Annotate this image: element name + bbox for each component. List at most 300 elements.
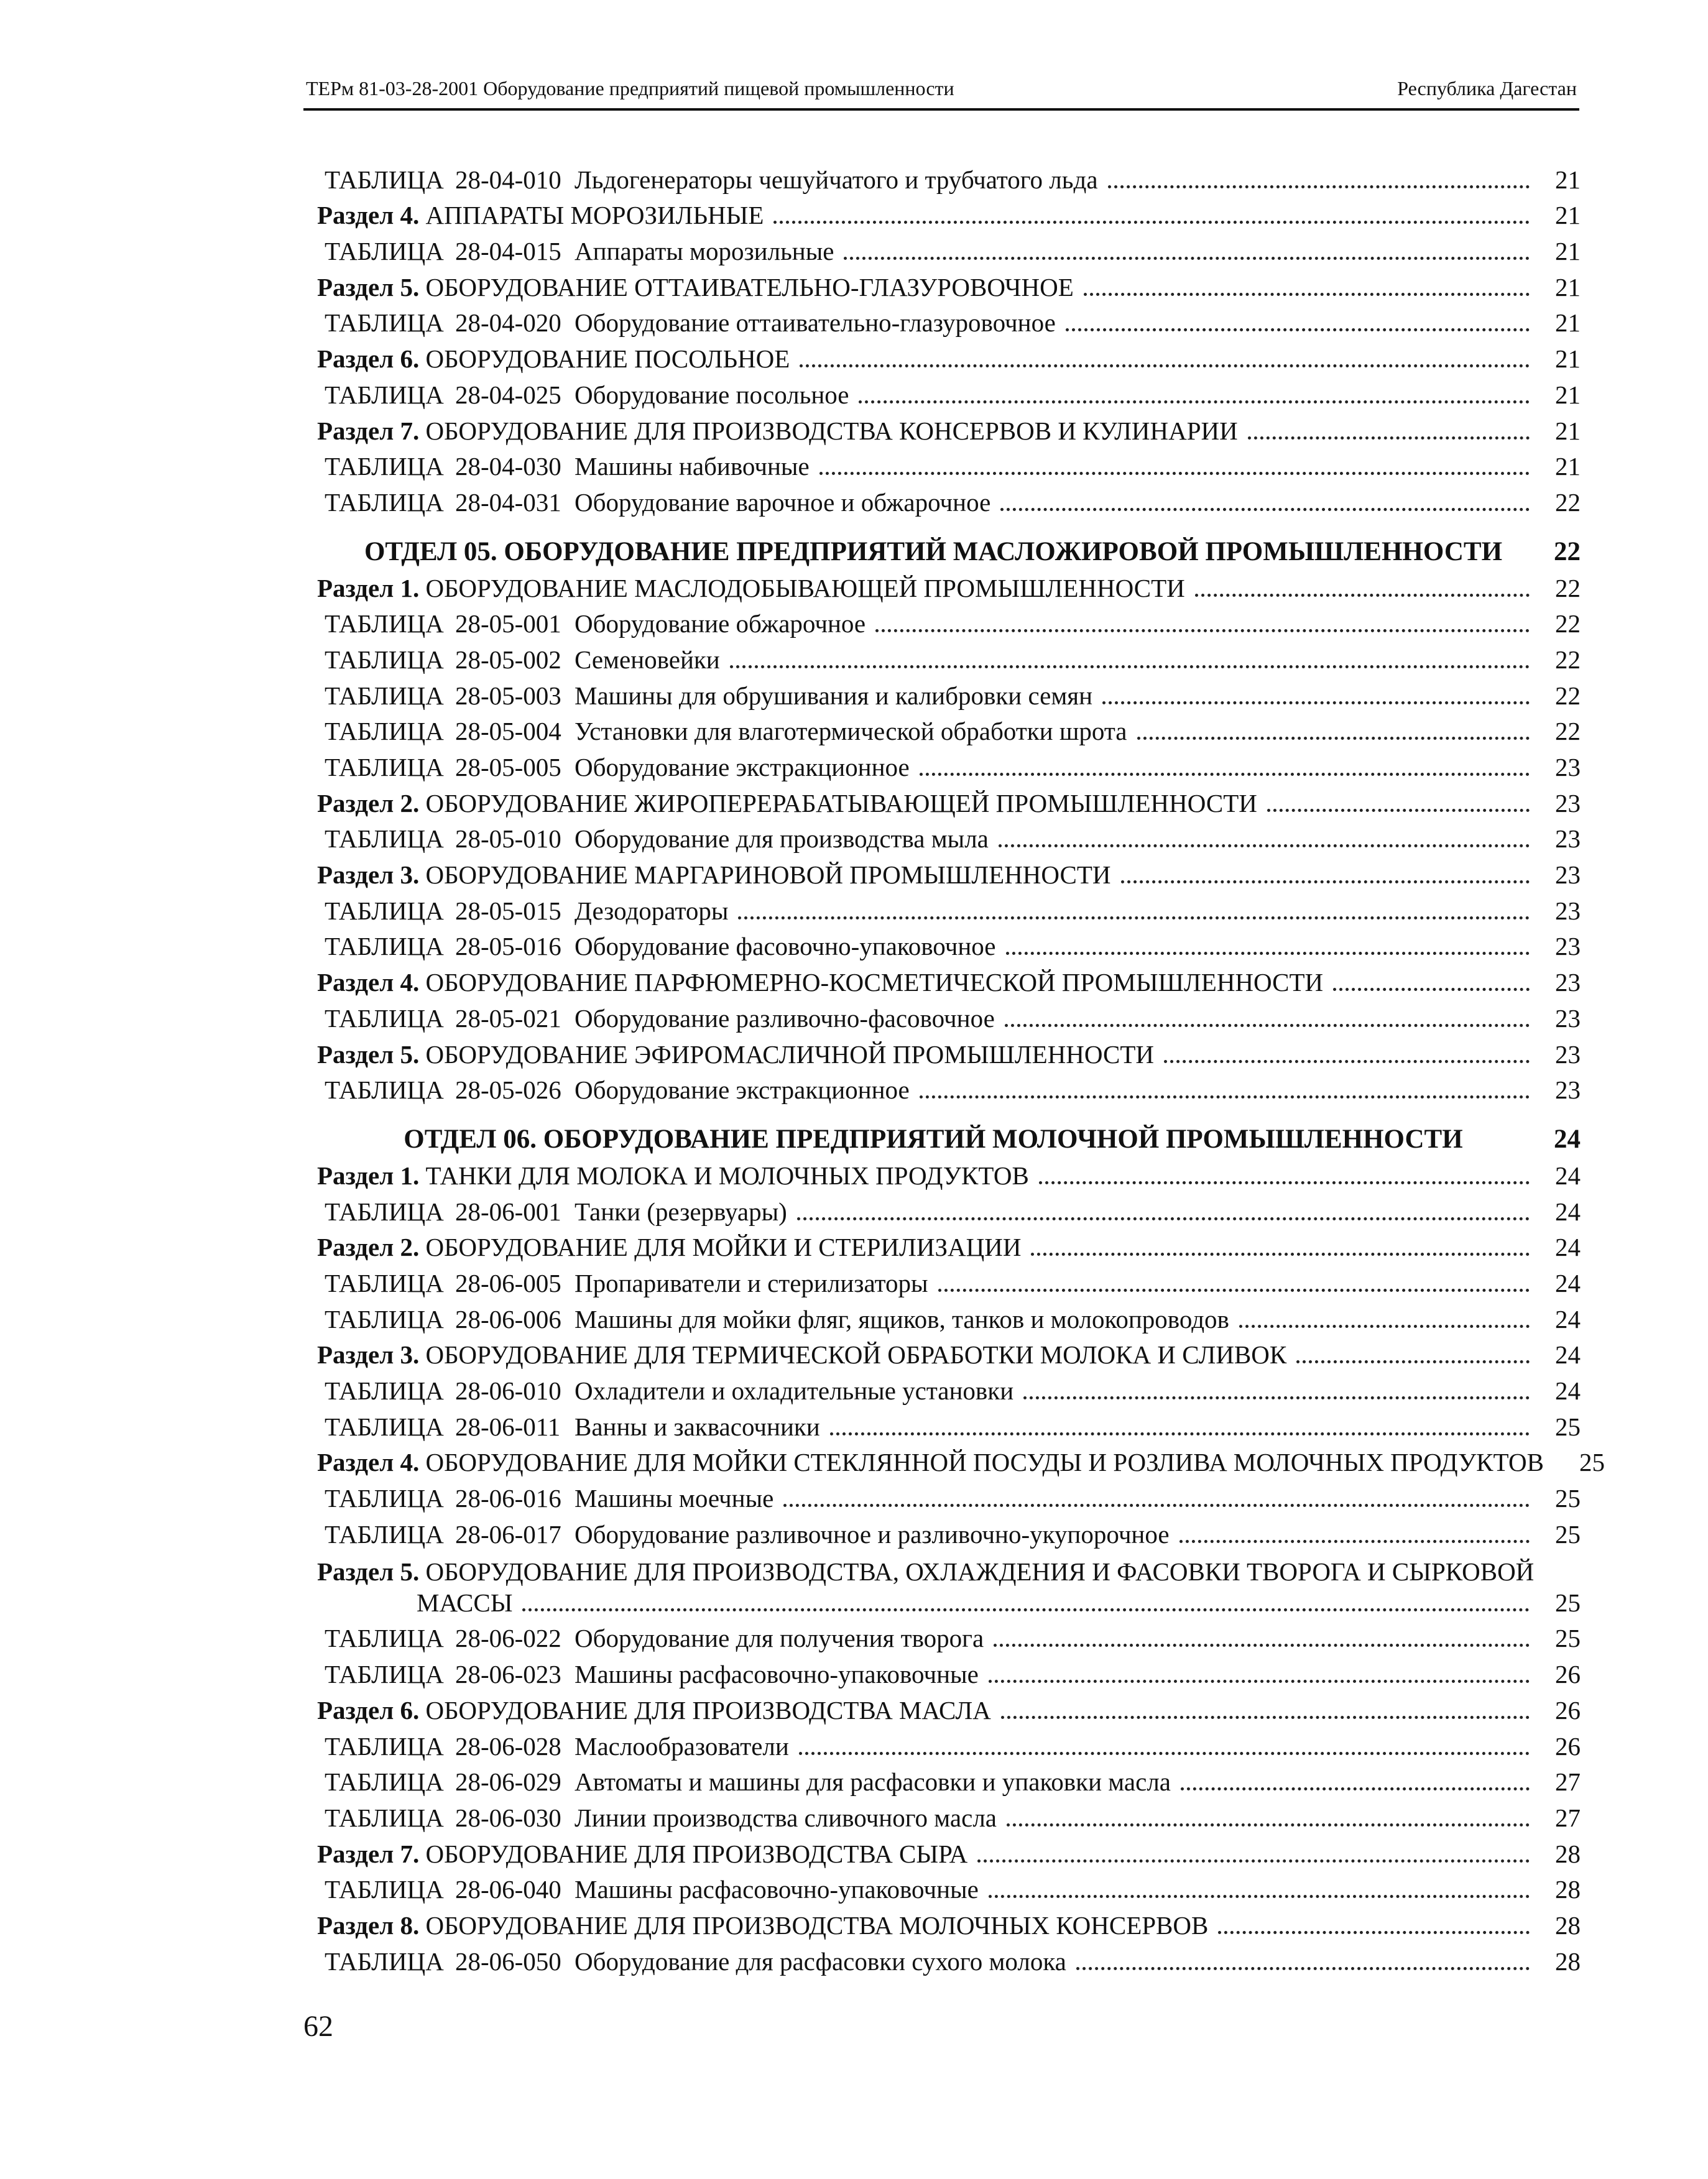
toc-section-row xyxy=(317,338,1581,374)
leader-dots xyxy=(783,1491,1530,1507)
toc-entry xyxy=(317,344,790,374)
section-title: ОБОРУДОВАНИЕ ОТТАИВАТЕЛЬНО-ГЛАЗУРОВОЧНОЕ xyxy=(425,272,1074,302)
toc-entry xyxy=(317,487,990,517)
table-code: 28-06-023 xyxy=(455,1660,561,1689)
toc-section-row xyxy=(317,854,1581,890)
table-keyword: ТАБЛИЦА xyxy=(325,165,444,194)
table-code: 28-05-002 xyxy=(455,645,561,674)
table-code: 28-06-011 xyxy=(455,1412,561,1441)
table-title: Оборудование разливочное и разливочно-укупорочное xyxy=(575,1519,1170,1549)
table-title: Семеновейки xyxy=(575,645,720,674)
toc-table-row xyxy=(317,1797,1581,1833)
toc-page-number: 24 xyxy=(1555,1161,1581,1190)
toc-section-row xyxy=(317,1033,1581,1069)
table-code: 28-05-021 xyxy=(455,1003,561,1033)
section-label: Раздел 8. xyxy=(317,1910,420,1940)
table-code: 28-06-005 xyxy=(455,1268,561,1297)
table-title: Ванны и заквасочники xyxy=(575,1412,820,1441)
table-keyword: ТАБЛИЦА xyxy=(325,1484,444,1513)
table-code: 28-04-020 xyxy=(455,308,561,338)
table-title: Линии производства сливочного масла xyxy=(575,1803,997,1832)
table-code: 28-06-010 xyxy=(455,1376,561,1405)
toc-table-row xyxy=(317,481,1581,517)
section-title: ОБОРУДОВАНИЕ МАРГАРИНОВОЙ ПРОМЫШЛЕННОСТИ xyxy=(425,860,1111,890)
toc-page-number: 28 xyxy=(1555,1910,1581,1940)
table-code: 28-05-016 xyxy=(455,932,561,961)
toc-entry xyxy=(317,308,1056,338)
toc-table-row xyxy=(317,1069,1581,1105)
section-label: Раздел 2. xyxy=(317,1233,420,1262)
section-title: ОБОРУДОВАНИЕ МАСЛОДОБЫВАЮЩЕЙ ПРОМЫШЛЕННОСТИ xyxy=(425,573,1185,602)
section-label: Раздел 7. xyxy=(317,1839,420,1868)
toc-entry xyxy=(317,788,1257,818)
table-keyword: ТАБЛИЦА xyxy=(325,1875,444,1904)
table-code: 28-05-005 xyxy=(455,753,561,781)
section-label: Раздел 6. xyxy=(317,1695,420,1725)
section-label: Раздел 3. xyxy=(317,860,420,890)
leader-dots xyxy=(1005,1011,1530,1027)
toc-table-row xyxy=(317,1370,1581,1406)
leader-dots xyxy=(1039,1169,1530,1184)
toc-page-number: 25 xyxy=(1579,1448,1605,1477)
leader-dots xyxy=(844,244,1530,260)
leader-dots xyxy=(999,832,1530,847)
toc-table-row xyxy=(317,1298,1581,1334)
toc-table-row xyxy=(317,603,1581,639)
toc-entry xyxy=(317,1483,773,1513)
toc-page-number: 25 xyxy=(1555,1624,1581,1653)
table-title: Машины для мойки фляг, ящиков, танков и молокопроводов xyxy=(575,1304,1229,1334)
leader-dots xyxy=(830,1420,1530,1435)
table-keyword: ТАБЛИЦА xyxy=(325,896,444,925)
section-label: Раздел 4. xyxy=(317,968,420,997)
toc-section-row xyxy=(317,1442,1605,1478)
section-label: Раздел 5. xyxy=(317,272,420,302)
table-code: 28-05-001 xyxy=(455,609,561,638)
toc-page-number: 22 xyxy=(1555,681,1581,710)
toc-page-number: 22 xyxy=(1555,645,1581,674)
leader-dots xyxy=(920,1083,1530,1099)
section-label: Раздел 1. xyxy=(317,573,420,602)
table-title: Оборудование экстракционное xyxy=(575,753,910,781)
toc-section-row xyxy=(317,1154,1581,1191)
table-keyword: ТАБЛИЦА xyxy=(325,1076,444,1105)
toc-section-row-continuation xyxy=(317,1587,1581,1618)
table-title: Машины расфасовочно-упаковочные xyxy=(575,1875,979,1904)
table-keyword: ТАБЛИЦА xyxy=(325,609,444,638)
leader-dots xyxy=(797,1205,1530,1220)
section-title: ОБОРУДОВАНИЕ ДЛЯ ПРОИЗВОДСТВА, ОХЛАЖДЕНИЯ И ФАСОВКИ ТВОРОГА И СЫРКОВОЙ xyxy=(425,1557,1535,1586)
toc-table-row xyxy=(317,746,1581,782)
toc-page-number: 23 xyxy=(1555,932,1581,961)
leader-dots xyxy=(1066,316,1530,331)
page-number: 62 xyxy=(303,2010,333,2043)
table-keyword: ТАБЛИЦА xyxy=(325,1268,444,1297)
leader-dots xyxy=(1179,1527,1530,1543)
table-title: Охладители и охладительные установки xyxy=(575,1376,1014,1405)
section-label: Раздел 5. xyxy=(317,1557,420,1586)
section-title: ОБОРУДОВАНИЕ ДЛЯ ПРОИЗВОДСТВА КОНСЕРВОВ И КУЛИНАРИИ xyxy=(425,416,1238,445)
toc-page-number: 27 xyxy=(1555,1803,1581,1832)
toc-entry xyxy=(317,609,866,638)
toc-page-number: 24 xyxy=(1555,1233,1581,1262)
toc-table-row xyxy=(317,1513,1581,1549)
header-region: Республика Дагестан xyxy=(1397,77,1577,99)
section-title: ОБОРУДОВАНИЕ ДЛЯ МОЙКИ И СТЕРИЛИЗАЦИИ xyxy=(425,1233,1022,1262)
toc-section-row xyxy=(317,1227,1581,1263)
table-title: Машины расфасовочно-упаковочные xyxy=(575,1660,979,1689)
toc-section-row xyxy=(317,266,1581,302)
toc-page-number: 23 xyxy=(1555,1039,1581,1069)
toc-section-row xyxy=(317,567,1581,603)
toc-page-number: 25 xyxy=(1555,1588,1581,1617)
section-title: ОБОРУДОВАНИЕ ЖИРОПЕРЕРАБАТЫВАЮЩЕЙ ПРОМЫШЛЕННОСТИ xyxy=(425,788,1257,818)
toc-entry xyxy=(317,860,1111,890)
toc-entry xyxy=(317,1695,991,1725)
leader-dots xyxy=(920,760,1530,776)
table-code: 28-06-050 xyxy=(455,1946,561,1976)
table-keyword: ТАБЛИЦА xyxy=(325,1624,444,1653)
toc-entry xyxy=(317,967,1323,997)
toc-page-number: 21 xyxy=(1555,308,1581,338)
leader-dots xyxy=(1076,1955,1530,1970)
toc-page-number: 24 xyxy=(1554,1125,1581,1154)
toc-table-row xyxy=(317,302,1581,338)
toc-section-row xyxy=(317,195,1581,231)
toc-page-number: 22 xyxy=(1555,573,1581,602)
toc-entry xyxy=(317,1874,979,1904)
toc-entry xyxy=(317,716,1127,746)
toc-table-row xyxy=(317,446,1581,482)
toc-entry xyxy=(317,1731,789,1761)
table-keyword: ТАБЛИЦА xyxy=(325,1376,444,1405)
toc-table-row xyxy=(317,1191,1581,1227)
toc-table-row xyxy=(317,1940,1581,1976)
table-keyword: ТАБЛИЦА xyxy=(325,824,444,854)
toc-entry xyxy=(317,1161,1029,1191)
leader-dots xyxy=(1102,689,1530,704)
toc-entry xyxy=(317,1340,1286,1370)
section-title: ОБОРУДОВАНИЕ ПОСОЛЬНОЕ xyxy=(425,344,790,374)
table-title: Оборудование для производства мыла xyxy=(575,824,989,854)
section-label: Раздел 6. xyxy=(317,344,420,374)
leader-dots xyxy=(800,352,1530,367)
toc-table-row xyxy=(317,1725,1581,1761)
toc-page-number: 21 xyxy=(1555,201,1581,230)
toc-entry xyxy=(317,1039,1154,1069)
section-label: Раздел 2. xyxy=(317,788,420,818)
toc-section-row xyxy=(317,961,1581,997)
table-code: 28-06-017 xyxy=(455,1519,561,1549)
toc-entry xyxy=(317,1623,984,1653)
toc-entry xyxy=(317,451,810,481)
toc-table-row xyxy=(317,374,1581,410)
toc-page-number: 23 xyxy=(1555,968,1581,997)
table-keyword: ТАБЛИЦА xyxy=(325,717,444,746)
toc-page-number: 24 xyxy=(1555,1268,1581,1297)
leader-dots xyxy=(1121,868,1530,883)
toc-table-row xyxy=(317,1262,1581,1298)
section-title: ОБОРУДОВАНИЕ ДЛЯ ПРОИЗВОДСТВА МОЛОЧНЫХ КОНСЕРВОВ xyxy=(425,1910,1209,1940)
table-code: 28-06-006 xyxy=(455,1304,561,1334)
table-keyword: ТАБЛИЦА xyxy=(325,1660,444,1689)
section-label: Раздел 7. xyxy=(317,416,420,445)
table-title: Оборудование посольное xyxy=(575,380,849,409)
table-title: Установки для влаготермической обработки шрота xyxy=(575,717,1127,746)
toc-page-number: 24 xyxy=(1555,1197,1581,1226)
section-title: ОБОРУДОВАНИЕ ДЛЯ МОЙКИ СТЕКЛЯННОЙ ПОСУДЫ И РОЗЛИВА МОЛОЧНЫХ ПРОДУКТОВ xyxy=(425,1448,1544,1477)
toc-table-row xyxy=(317,1761,1581,1797)
toc-section-row xyxy=(317,410,1581,446)
table-keyword: ТАБЛИЦА xyxy=(325,237,444,266)
table-of-contents xyxy=(317,159,1605,1976)
toc-page-number: 21 xyxy=(1555,272,1581,302)
toc-entry xyxy=(317,1839,967,1869)
toc-section-row xyxy=(317,782,1581,818)
leader-dots xyxy=(1007,1811,1530,1827)
leader-dots xyxy=(1296,1348,1530,1363)
leader-dots xyxy=(938,1276,1530,1292)
toc-table-row xyxy=(317,997,1581,1033)
toc-entry xyxy=(317,1304,1229,1334)
toc-table-row xyxy=(317,1406,1581,1442)
table-code: 28-06-029 xyxy=(455,1767,561,1797)
department-title: ОТДЕЛ 06. ОБОРУДОВАНИЕ ПРЕДПРИЯТИЙ МОЛОЧНОЙ ПРОМЫШЛЕННОСТИ xyxy=(404,1125,1463,1154)
toc-page-number: 27 xyxy=(1555,1767,1581,1797)
table-title: Машины для обрушивания и калибровки семян xyxy=(575,681,1093,710)
toc-entry xyxy=(317,645,720,675)
toc-entry xyxy=(317,1003,995,1033)
toc-table-row xyxy=(317,890,1581,926)
table-code: 28-06-016 xyxy=(455,1484,561,1513)
section-title: ОБОРУДОВАНИЕ ЭФИРОМАСЛИЧНОЙ ПРОМЫШЛЕННОСТИ xyxy=(425,1039,1155,1069)
toc-page-number: 24 xyxy=(1555,1376,1581,1405)
toc-entry xyxy=(317,1075,910,1105)
section-label: Раздел 4. xyxy=(317,201,420,230)
toc-entry xyxy=(317,1197,787,1227)
table-code: 28-05-010 xyxy=(455,824,561,854)
toc-entry xyxy=(317,165,1098,195)
toc-entry xyxy=(317,1232,1021,1262)
leader-dots xyxy=(1108,173,1530,188)
leader-dots xyxy=(1239,1312,1530,1328)
table-code: 28-04-031 xyxy=(455,487,561,517)
table-title: Автоматы и машины для расфасовки и упаковки масла xyxy=(575,1767,1171,1797)
leader-dots xyxy=(875,617,1530,632)
toc-page-number: 28 xyxy=(1555,1875,1581,1904)
table-title: Оборудование для расфасовки сухого молока xyxy=(575,1946,1066,1976)
table-title: Оборудование разливочно-фасовочное xyxy=(575,1003,995,1033)
toc-page-number: 22 xyxy=(1555,487,1581,517)
table-keyword: ТАБЛИЦА xyxy=(325,308,444,338)
toc-section-row xyxy=(317,1833,1581,1869)
leader-dots xyxy=(994,1631,1530,1647)
toc-entry xyxy=(317,752,910,782)
table-title: Оборудование фасовочно-упаковочное xyxy=(575,932,996,961)
table-code: 28-04-015 xyxy=(455,237,561,266)
toc-page-number: 21 xyxy=(1555,380,1581,409)
toc-page-number: 21 xyxy=(1555,344,1581,374)
toc-page-number: 23 xyxy=(1555,860,1581,890)
toc-page-number: 26 xyxy=(1555,1695,1581,1725)
toc-section-row xyxy=(317,1334,1581,1370)
section-title: АППАРАТЫ МОРОЗИЛЬНЫЕ xyxy=(425,201,764,230)
table-code: 28-05-004 xyxy=(455,717,561,746)
toc-entry xyxy=(317,1910,1208,1940)
leader-dots xyxy=(989,1667,1530,1683)
table-code: 28-04-010 xyxy=(455,165,561,194)
toc-page-number: 23 xyxy=(1555,1003,1581,1033)
table-keyword: ТАБЛИЦА xyxy=(325,380,444,409)
leader-dots xyxy=(1218,1919,1530,1934)
table-title: Машины набивочные xyxy=(575,452,810,481)
toc-entry xyxy=(317,1803,997,1833)
toc-entry xyxy=(317,380,849,410)
table-title: Маслообразователи xyxy=(575,1731,789,1761)
toc-page-number: 22 xyxy=(1554,537,1581,566)
toc-entry xyxy=(317,416,1238,446)
toc-page-number: 28 xyxy=(1555,1946,1581,1976)
toc-entry xyxy=(317,1659,979,1689)
toc-table-row xyxy=(317,638,1581,675)
toc-table-row xyxy=(317,1653,1581,1689)
table-keyword: ТАБЛИЦА xyxy=(325,1197,444,1226)
table-title: Оборудование экстракционное xyxy=(575,1076,910,1105)
leader-dots xyxy=(819,459,1530,475)
toc-page-number: 21 xyxy=(1555,416,1581,445)
toc-page-number: 23 xyxy=(1555,788,1581,818)
table-code: 28-06-040 xyxy=(455,1875,561,1904)
toc-table-row xyxy=(317,675,1581,711)
table-keyword: ТАБЛИЦА xyxy=(325,1731,444,1761)
toc-entry xyxy=(317,272,1074,302)
leader-dots xyxy=(1001,1703,1530,1719)
leader-dots xyxy=(1181,1775,1530,1790)
leader-dots xyxy=(1267,796,1530,812)
toc-entry xyxy=(317,1519,1170,1549)
table-title: Дезодораторы xyxy=(575,896,729,925)
leader-dots xyxy=(989,1882,1530,1898)
toc-table-row xyxy=(317,230,1581,266)
toc-page-number: 21 xyxy=(1555,165,1581,194)
table-keyword: ТАБЛИЦА xyxy=(325,1412,444,1441)
toc-page-number: 24 xyxy=(1555,1304,1581,1334)
table-title: Машины моечные xyxy=(575,1484,774,1513)
toc-page-number: 23 xyxy=(1555,753,1581,781)
section-title: ОБОРУДОВАНИЕ ДЛЯ ПРОИЗВОДСТВА МАСЛА xyxy=(425,1695,991,1725)
table-code: 28-05-003 xyxy=(455,681,561,710)
toc-department-row xyxy=(317,517,1581,567)
department-title: ОТДЕЛ 05. ОБОРУДОВАНИЕ ПРЕДПРИЯТИЙ МАСЛОЖИРОВОЙ ПРОМЫШЛЕННОСТИ xyxy=(364,537,1503,566)
table-keyword: ТАБЛИЦА xyxy=(325,1003,444,1033)
toc-page-number: 25 xyxy=(1555,1412,1581,1441)
leader-dots xyxy=(1031,1240,1530,1256)
table-keyword: ТАБЛИЦА xyxy=(325,487,444,517)
toc-page-number: 26 xyxy=(1555,1731,1581,1761)
toc-entry xyxy=(317,1767,1171,1797)
section-title: ТАНКИ ДЛЯ МОЛОКА И МОЛОЧНЫХ ПРОДУКТОВ xyxy=(425,1161,1029,1190)
toc-entry xyxy=(317,1447,1544,1477)
toc-entry xyxy=(317,1376,1013,1406)
leader-dots xyxy=(1006,939,1530,955)
table-title: Льдогенераторы чешуйчатого и трубчатого льда xyxy=(575,165,1098,194)
table-code: 28-05-026 xyxy=(455,1076,561,1105)
leader-dots xyxy=(977,1847,1530,1863)
toc-page-number: 25 xyxy=(1555,1519,1581,1549)
toc-table-row xyxy=(317,926,1581,962)
toc-table-row xyxy=(317,1618,1581,1654)
toc-entry xyxy=(317,236,834,266)
section-label: Раздел 1. xyxy=(317,1161,420,1190)
toc-page-number: 22 xyxy=(1555,609,1581,638)
table-code: 28-06-030 xyxy=(455,1803,561,1832)
table-keyword: ТАБЛИЦА xyxy=(325,1304,444,1334)
table-title: Пропариватели и стерилизаторы xyxy=(575,1268,928,1297)
table-keyword: ТАБЛИЦА xyxy=(325,932,444,961)
leader-dots xyxy=(799,1739,1530,1755)
table-keyword: ТАБЛИЦА xyxy=(325,1767,444,1797)
section-label: Раздел 3. xyxy=(317,1340,420,1370)
toc-page-number: 28 xyxy=(1555,1839,1581,1868)
leader-dots xyxy=(1084,280,1530,296)
toc-page-number: 25 xyxy=(1555,1484,1581,1513)
table-title: Оборудование для получения творога xyxy=(575,1624,984,1653)
table-code: 28-05-015 xyxy=(455,896,561,925)
leader-dots xyxy=(1248,424,1530,440)
section-title: ОБОРУДОВАНИЕ ДЛЯ ПРОИЗВОДСТВА СЫРА xyxy=(425,1839,968,1868)
toc-page-number: 26 xyxy=(1555,1660,1581,1689)
running-header xyxy=(303,73,1579,111)
table-keyword: ТАБЛИЦА xyxy=(325,452,444,481)
table-keyword: ТАБЛИЦА xyxy=(325,1803,444,1832)
toc-page-number: 22 xyxy=(1555,717,1581,746)
table-title: Аппараты морозильные xyxy=(575,237,834,266)
toc-page-number: 24 xyxy=(1555,1340,1581,1370)
leader-dots xyxy=(1195,581,1530,597)
toc-entry xyxy=(317,931,996,961)
toc-section-row xyxy=(317,1549,1581,1587)
toc-entry xyxy=(417,1588,512,1618)
table-keyword: ТАБЛИЦА xyxy=(325,645,444,674)
toc-entry xyxy=(317,1412,820,1442)
table-title: Оборудование обжарочное xyxy=(575,609,866,638)
toc-entry xyxy=(317,1557,1534,1587)
toc-page-number: 23 xyxy=(1555,824,1581,854)
table-keyword: ТАБЛИЦА xyxy=(325,681,444,710)
leader-dots xyxy=(859,388,1530,403)
section-label: Раздел 4. xyxy=(317,1448,420,1477)
toc-table-row xyxy=(317,711,1581,747)
leader-dots xyxy=(522,1596,1530,1611)
section-title: ОБОРУДОВАНИЕ ПАРФЮМЕРНО-КОСМЕТИЧЕСКОЙ ПРОМЫШЛЕННОСТИ xyxy=(425,968,1324,997)
toc-entry xyxy=(317,1268,928,1298)
leader-dots xyxy=(1023,1384,1530,1399)
section-title-continuation: МАССЫ xyxy=(417,1588,513,1617)
toc-page-number: 23 xyxy=(1555,1076,1581,1105)
leader-dots xyxy=(1333,975,1530,991)
section-title: ОБОРУДОВАНИЕ ДЛЯ ТЕРМИЧЕСКОЙ ОБРАБОТКИ МОЛОКА И СЛИВОК xyxy=(425,1340,1287,1370)
table-title: Оборудование варочное и обжарочное xyxy=(575,487,991,517)
toc-table-row xyxy=(317,818,1581,854)
header-title: ТЕРм 81-03-28-2001 Оборудование предприятий пищевой промышленности xyxy=(306,77,954,99)
toc-section-row xyxy=(317,1904,1581,1940)
leader-dots xyxy=(1137,724,1530,740)
leader-dots xyxy=(1164,1048,1530,1063)
table-code: 28-06-028 xyxy=(455,1731,561,1761)
leader-dots xyxy=(773,208,1530,224)
toc-page-number: 23 xyxy=(1555,896,1581,925)
table-title: Танки (резервуары) xyxy=(575,1197,787,1226)
